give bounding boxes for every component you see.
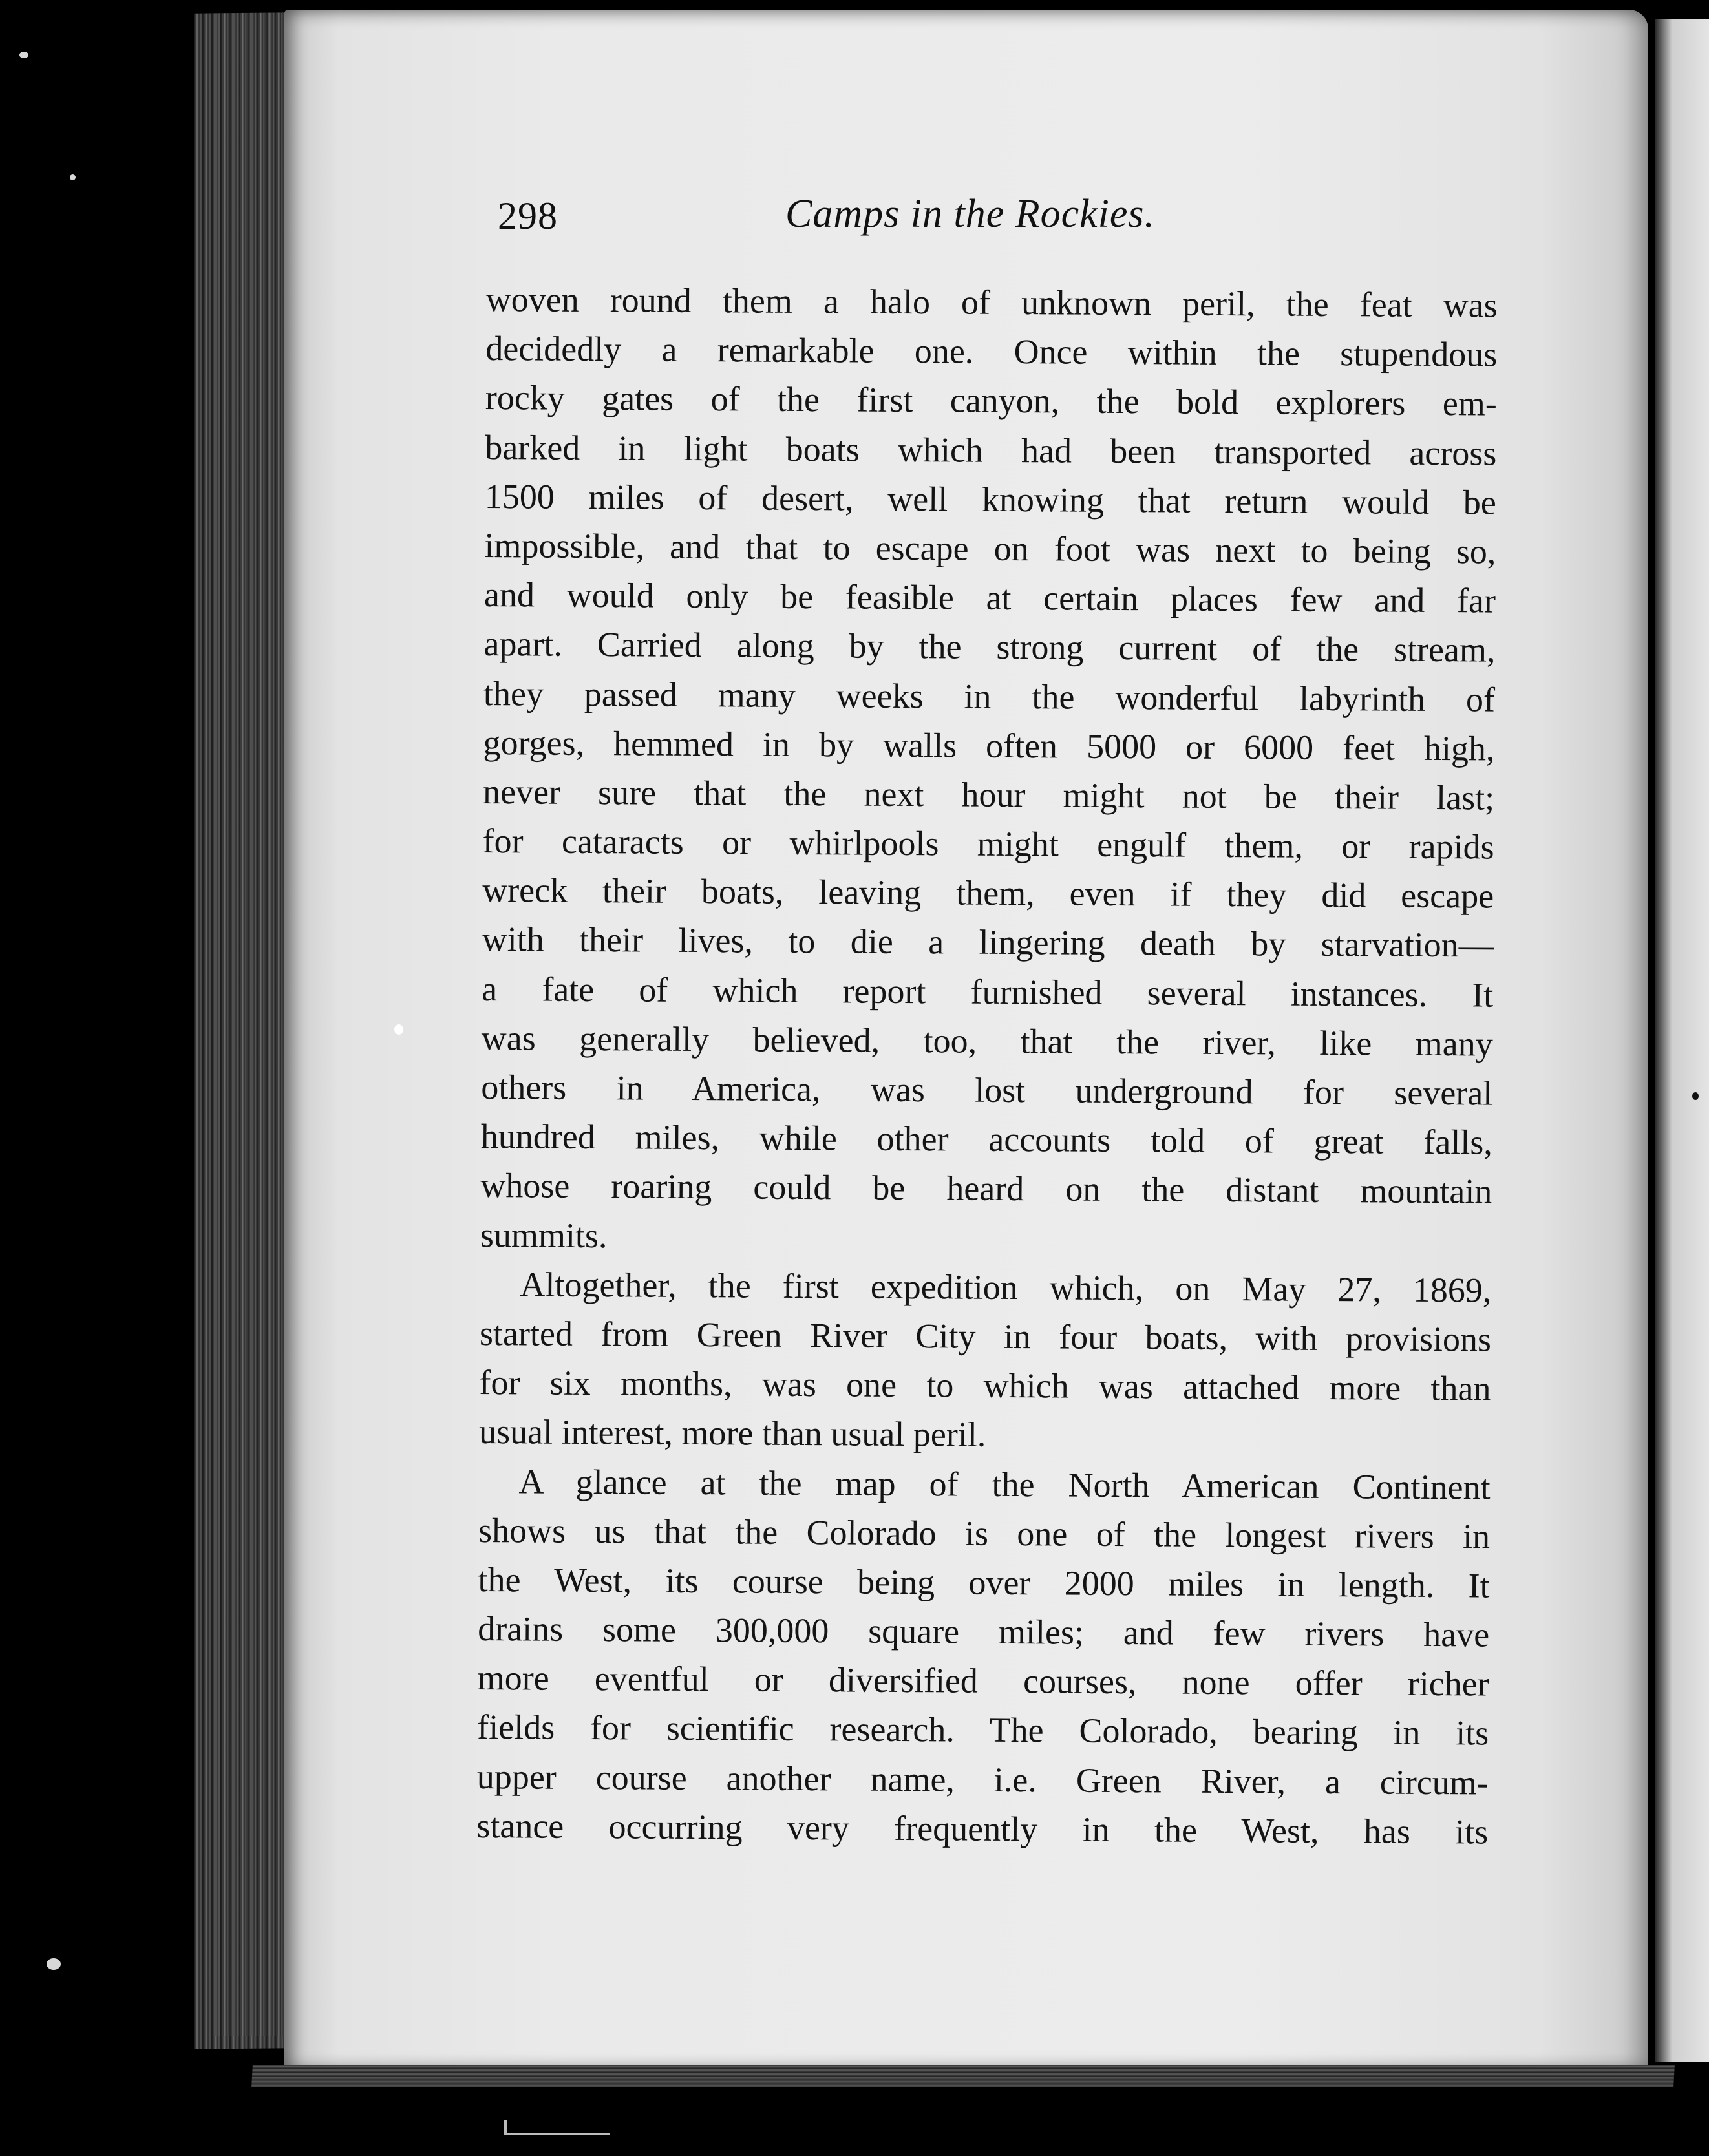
scan-corner-mark <box>504 2120 610 2135</box>
text-line: woven round them a halo of unknown peril, the feat was <box>485 279 1498 325</box>
scan-speck <box>394 1024 403 1035</box>
text-line: more eventful or diversified courses, none offer richer <box>477 1658 1489 1704</box>
text-line: others in America, was lost underground for several <box>481 1067 1493 1113</box>
text-line: apart. Carried along by the strong current of the stream, <box>483 624 1496 670</box>
running-head <box>498 187 1241 246</box>
text-line: Altogether, the first expedition which, on May 27, 1869, <box>520 1265 1492 1310</box>
text-line: they passed many weeks in the wonderful labyrinth of <box>483 673 1496 719</box>
scan-speck <box>47 1958 61 1970</box>
text-line: started from Green River City in four boats, with provisions <box>479 1313 1492 1359</box>
text-line: wreck their boats, leaving them, even if they did escape <box>482 871 1494 916</box>
book-bottom-edge <box>251 2065 1675 2087</box>
text-line: for six months, was one to which was attached more than <box>479 1363 1491 1408</box>
text-line: upper course another name, i.e. Green River, a circum- <box>476 1757 1489 1802</box>
page-number: 298 <box>498 195 558 237</box>
text-line: hundred miles, while other accounts told of great falls, <box>480 1117 1493 1162</box>
scan-speck <box>19 52 28 58</box>
text-line: and would only be feasible at certain places few and far <box>483 575 1496 620</box>
text-line: barked in light boats which had been transported across <box>485 427 1497 473</box>
text-line: drains some 300,000 square miles; and few rivers have <box>478 1609 1490 1654</box>
scan-speck <box>70 174 76 180</box>
text-line: fields for scientific research. The Colorado, bearing in its <box>477 1707 1489 1753</box>
text-line: with their lives, to die a lingering death by starvation— <box>482 920 1494 965</box>
text-line: for cataracts or whirlpools might engulf them, or rapids <box>482 821 1494 867</box>
scan-speck <box>1692 1092 1699 1100</box>
text-line: was generally believed, too, that the river, like many <box>481 1018 1493 1064</box>
facing-page-edge <box>1655 19 1709 2062</box>
text-line: a fate of which report furnished several instances. It <box>482 969 1494 1015</box>
text-line: the West, its course being over 2000 miles in length. It <box>478 1559 1490 1605</box>
book-title: Camps in the Rockies. <box>785 192 1156 236</box>
text-line: decidedly a remarkable one. Once within the stupendous <box>485 329 1498 374</box>
text-line: never sure that the next hour might not be their last; <box>482 772 1495 818</box>
text-line: whose roaring could be heard on the distant mountain <box>480 1166 1492 1211</box>
book-page-edges-shading <box>213 13 291 2036</box>
text-line: A glance at the map of the North American Continent <box>518 1461 1491 1507</box>
text-line: rocky gates of the first canyon, the bold explorers em- <box>485 378 1497 423</box>
text-line: 1500 miles of desert, well knowing that return would be <box>484 476 1497 522</box>
text-line: summits. <box>480 1215 608 1255</box>
text-line: usual interest, more than usual peril. <box>478 1412 986 1455</box>
text-line: impossible, and that to escape on foot was next to being so, <box>484 525 1496 571</box>
text-line: stance occurring very frequently in the West, has its <box>476 1806 1489 1852</box>
text-line: gorges, hemmed in by walls often 5000 or 6000 feet high, <box>483 723 1495 768</box>
text-line: shows us that the Colorado is one of the longest rivers in <box>478 1510 1491 1556</box>
body-text <box>476 275 1498 1857</box>
